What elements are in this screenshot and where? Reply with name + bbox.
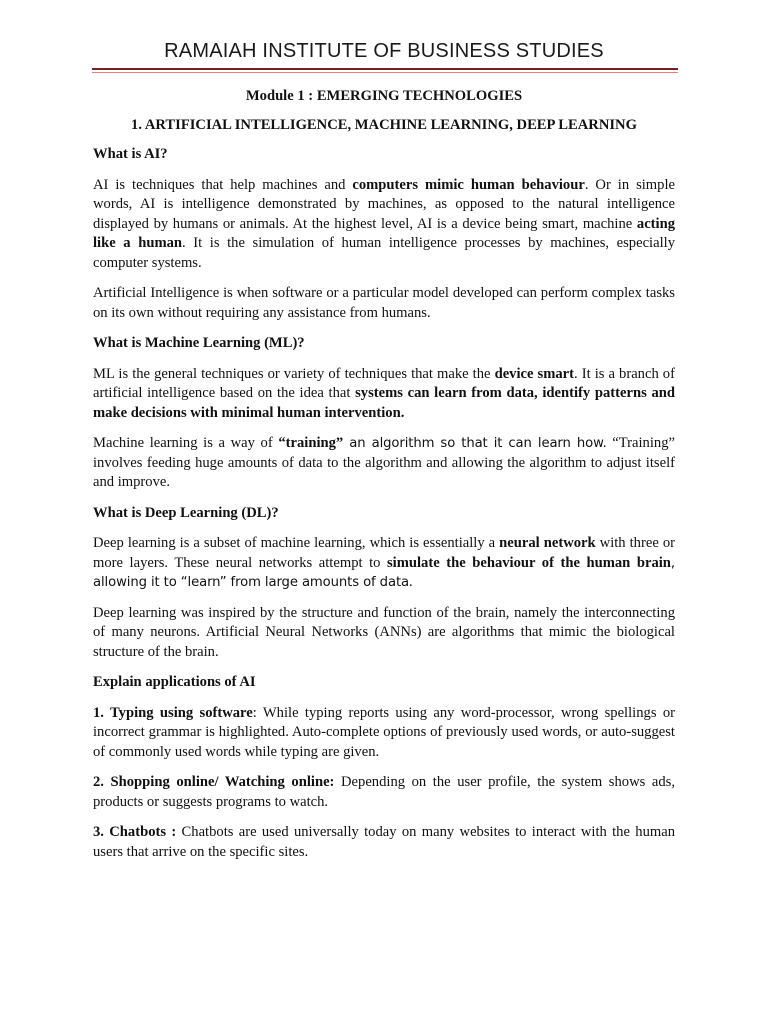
text-run: Machine learning is a way of [93, 435, 279, 451]
bold-run: simulate the behaviour of the human brain [387, 554, 671, 571]
text-run: . Or in simple words, AI is intelligence demonstrated by machines, as opposed to the natural intelligence displayed by humans or animals. At the highest level, AI is a device being smart, machine [93, 176, 675, 232]
document-body [93, 87, 675, 873]
application-text: Chatbots are used universally today on many websites to interact with the human users that arrive on the specific sites. [93, 824, 675, 860]
text-run: . It is the simulation of human intelligence processes by machines, especially computer systems. [93, 235, 675, 271]
sans-run: , allowing it to “learn” from large amounts of data [93, 555, 676, 590]
ai-paragraph-2: Artificial Intelligence is when software or a particular model developed can perform complex tasks on its own without requiring any assistance from humans. [93, 285, 675, 321]
text-run: . It is a branch of artificial intelligence based on the idea that [93, 365, 675, 401]
application-label: 2. Shopping online/ Watching online: [93, 774, 335, 790]
ml-paragraph-1 [93, 365, 675, 424]
bold-run: “training” [278, 435, 344, 451]
bold-run: systems can learn from data, identify patterns and make decisions with minimal human intervention. [93, 385, 675, 421]
application-item [93, 823, 675, 862]
bold-run: device smart [494, 365, 575, 382]
text-run: AI is techniques that help machines and [93, 176, 353, 193]
section-title: 1. ARTIFICIAL INTELLIGENCE, MACHINE LEARNING, DEEP LEARNING [131, 116, 637, 133]
application-text: Depending on the user profile, the system shows ads, products or suggests programs to watch. [93, 774, 675, 810]
ml-paragraph-2 [93, 434, 675, 493]
application-item [93, 704, 675, 763]
header-rule-thin [92, 72, 678, 73]
header-rule [92, 68, 678, 70]
dl-paragraph-1 [93, 534, 675, 593]
text-run: . [409, 574, 413, 590]
application-label: 3. Chatbots : [93, 824, 177, 840]
dl-heading: What is Deep Learning (DL)? [93, 504, 279, 521]
text-run: ML is the general techniques or variety of techniques that make the [93, 365, 495, 382]
dl-paragraph-2: Deep learning was inspired by the structure and function of the brain, namely the interconnecting of many neurons. Artificial Neural Networks (ANNs) are algorithms that mimic the biological structure of the brain. [93, 604, 675, 660]
sans-run: an algorithm so that it can learn how. [343, 436, 607, 451]
institute-header: RAMAIAH INSTITUTE OF BUSINESS STUDIES [164, 40, 604, 62]
ai-paragraph-1 [93, 176, 675, 274]
application-text: : While typing reports using any word-processor, wrong spellings or incorrect grammar is highlighted. Auto-complete options of previously used words, or auto-suggest of commonly used words while typing are given. [93, 704, 675, 760]
applications-heading: Explain applications of AI [93, 674, 256, 690]
ml-heading: What is Machine Learning (ML)? [93, 335, 305, 351]
bold-run: neural network [499, 535, 596, 551]
text-run: “Training” involves feeding huge amounts of data to the algorithm and allowing the algorithm to adjust itself and improve. [93, 435, 675, 490]
application-item [93, 773, 675, 812]
module-title: Module 1 : EMERGING TECHNOLOGIES [245, 88, 523, 104]
application-label: 1. Typing using software [93, 704, 253, 721]
bold-run: computers mimic human behaviour [352, 176, 585, 193]
bold-run: acting like a human [93, 215, 675, 251]
ai-heading: What is AI? [93, 146, 168, 162]
text-run: Deep learning is a subset of machine learning, which is essentially a [93, 535, 500, 551]
text-run: with three or more layers. These neural networks attempt to [93, 535, 675, 571]
